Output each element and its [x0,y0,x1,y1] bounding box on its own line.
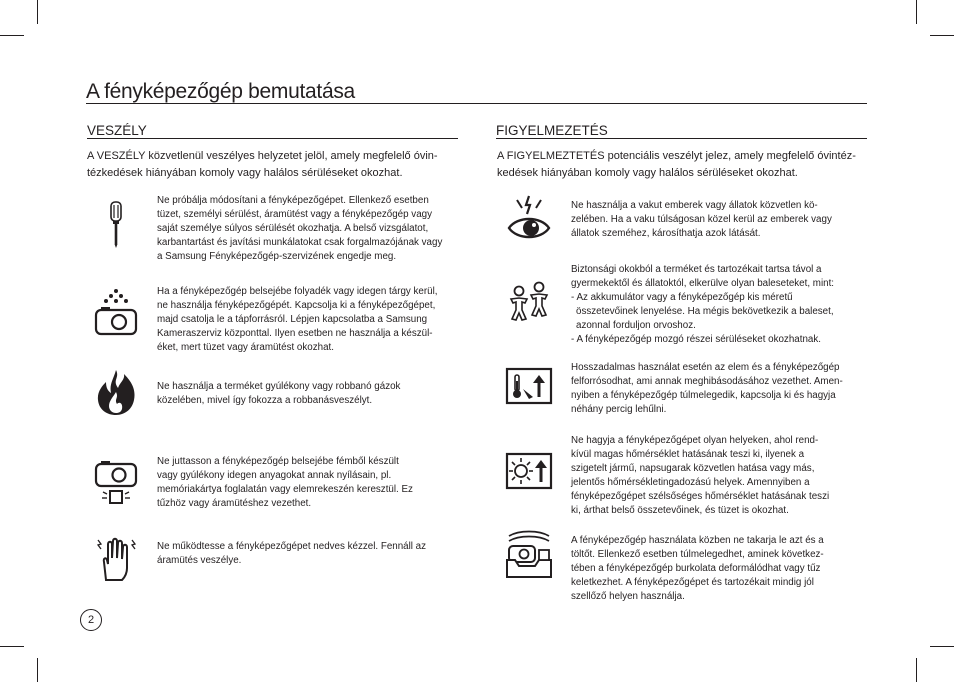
flame-icon [92,368,140,416]
text-line: felforrósodhat, ami annak meghibásodásához vezethet. Amen- [571,376,843,388]
text-line: fényképezőgépet szélsőséges hőmérséklet hatásának teszi [571,491,830,503]
text-line: Ne juttasson a fényképezőgép belsejébe fémből készült [157,456,399,467]
crop-mark [930,646,954,647]
danger-item-text [157,455,413,511]
text-line: azonnal forduljon orvoshoz. [576,320,696,332]
danger-divider [87,138,458,139]
warning-item-text [571,361,843,417]
page-title: A fényképezőgép bemutatása [86,80,355,103]
warning-item-text [571,199,832,241]
wet-hand-icon [92,536,140,584]
danger-item-text [157,194,442,264]
text-line: szigetelt jármű, napsugarak közvetlen hatása vagy más, [571,463,815,475]
danger-section-title: VESZÉLY [87,123,147,138]
text-line: ne használja fényképezőgépét. Kapcsolja ki a fényképezőgépet, [157,300,436,312]
text-line: szellőző helyen használja. [571,591,685,603]
text-line: közelében, mivel így fokozza a robbanásveszélyt. [157,395,373,407]
warning-intro-line: A FIGYELMEZTETÉS potenciális veszélyt jelez, amely megfelelő óvintéz- [497,150,856,162]
text-line: Ne működtesse a fényképezőgépet nedves kézzel. Fennáll az [157,541,427,552]
text-line: Ha a fényképezőgép belsejébe folyadék vagy idegen tárgy kerül, [157,286,438,297]
text-line: összetevőinek lenyelése. Ha mégis bekövetkezik a baleset, [576,306,834,318]
crop-mark [916,0,917,24]
warning-item-text [571,434,829,519]
warning-intro-line: kedések hiányában komoly vagy halálos sérüléseket okozhat. [497,167,798,179]
text-line: Ne hagyja a fényképezőgépet olyan helyeken, ahol rend- [571,435,819,446]
danger-intro [87,148,438,182]
crop-mark [0,646,24,647]
flash-eye-icon [505,194,553,242]
text-line: - Az akkumulátor vagy a fényképezőgép kis méretű [571,292,793,304]
danger-item-text [157,380,400,408]
danger-item-text [157,540,426,568]
text-line: vagy gyúlékony idegen anyagokat annak nyílásain, pl. [157,470,392,482]
crop-mark [37,0,38,24]
text-line: néhány percig lehűlni. [571,404,667,416]
covered-camera-icon [505,530,553,578]
screwdriver-icon [92,200,140,248]
child-pet-icon [505,279,553,327]
text-line: saját személye súlyos sérülését okozhatja. A belső vizsgálatot, [157,223,429,235]
text-line: keletkezhet. A fényképezőgépet és tartozékait mindig jól [571,577,814,589]
crop-mark [930,35,954,36]
text-line: tében a fényképezőgép burkolata deformálódhat vagy tűz [571,563,821,575]
text-line: a Samsung Fényképezőgép-szervizének engedje meg. [157,251,397,263]
crop-mark [0,35,24,36]
camera-liquid-icon [92,288,140,336]
text-line: ki, árthat belső összetevőinek, és tüzet is okozhat. [571,505,789,517]
text-line: - A fényképezőgép mozgó részei sérüléseket okozhatnak. [571,334,821,346]
text-line: majd csatolja le a tápforrásról. Lépjen kapcsolatba a Samsung [157,314,428,326]
text-line: Kameraszerviz központtal. Ilyen esetben ne használja a készül- [157,328,433,340]
text-line: nyiben a fényképezőgép túlmelegedik, kapcsolja ki és hagyja [571,390,836,402]
danger-intro-line: tézkedések hiányában komoly vagy halálos sérüléseket okozhat. [87,167,403,179]
title-divider [86,103,867,104]
text-line: jelentős hőmérsékletingadozású helyek. Amennyiben a [571,477,810,489]
heat-hand-icon [505,367,553,415]
warning-section-title: FIGYELMEZETÉS [496,123,608,138]
text-line: Biztonsági okokból a terméket és tartozékait tartsa távol a [571,264,822,275]
text-line: áramütés veszélye. [157,555,242,567]
text-line: zelében. Ha a vaku túlságosan közel kerül az emberek vagy [571,214,832,226]
text-line: éket, mert tüzet vagy áramütést okozhat. [157,342,334,354]
text-line: tűzhöz vagy áramütéshez vezethet. [157,498,312,510]
warning-item-text [571,534,824,604]
text-line: töltőt. Ellenkező esetben túlmelegedhet, aminek következ- [571,549,824,561]
crop-mark [37,658,38,682]
warning-item-text [571,263,834,348]
camera-metal-icon [92,458,140,506]
text-line: Ne használja a terméket gyúlékony vagy robbanó gázok [157,381,401,392]
text-line: memóriakártya foglalatán vagy elemrekeszén keresztül. Ez [157,484,413,496]
danger-item-text [157,285,437,355]
sun-temperature-icon [505,452,553,500]
text-line: állatok szeméhez, károsíthatja azok látását. [571,228,761,240]
text-line: karbantartást és javítási munkálatokat csak forgalmazójának vagy [157,237,443,249]
warning-divider [496,138,867,139]
crop-mark [916,658,917,682]
warning-intro [497,148,856,182]
text-line: Ne használja a vakut emberek vagy állatok közvetlen kö- [571,200,818,211]
text-line: tüzet, személyi sérülést, áramütést vagy a fényképezőgép vagy [157,209,432,221]
text-line: kívül magas hőmérséklet hatásának teszi ki, ilyenek a [571,449,805,461]
text-line: Hosszadalmas használat esetén az elem és a fényképezőgép [571,362,840,373]
text-line: Ne próbálja módosítani a fényképezőgépet. Ellenkező esetben [157,195,429,206]
page-number: 2 [80,609,102,631]
text-line: gyermekektől és állatoktól, elkerülve olyan baleseteket, mint: [571,278,835,290]
text-line: A fényképezőgép használata közben ne takarja le azt és a [571,535,824,546]
danger-intro-line: A VESZÉLY közvetlenül veszélyes helyzetet jelöl, amely megfelelő óvin- [87,150,438,162]
